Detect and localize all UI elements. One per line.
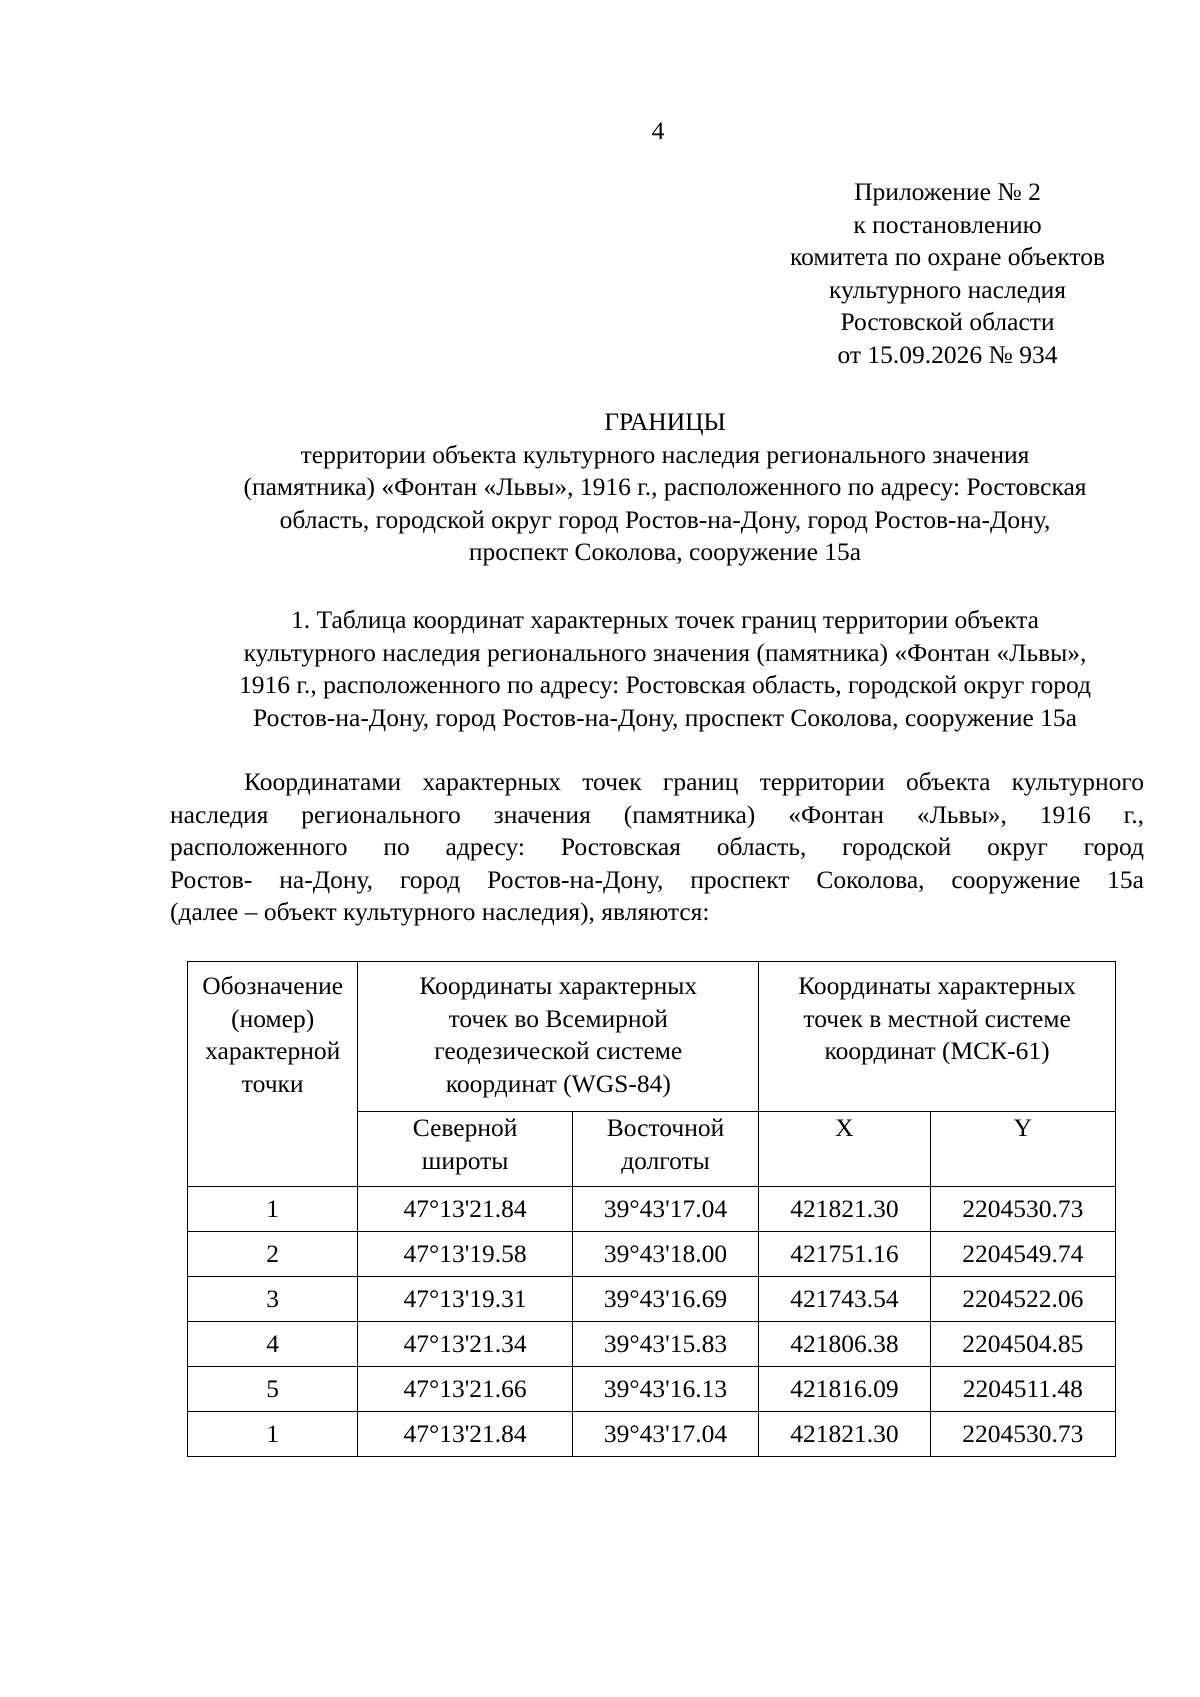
header-y: Y	[930, 1112, 1115, 1187]
appendix-line: к постановлению	[853, 209, 1042, 239]
table-row	[188, 1322, 1116, 1367]
latitude-cell: 47°13'21.66	[358, 1367, 572, 1412]
header-latitude-line: широты	[421, 1145, 509, 1175]
longitude-cell: 39°43'18.00	[572, 1232, 758, 1277]
intro-line: расположенного по адресу: Ростовская область, городской округ город	[170, 832, 1144, 861]
intro-line: Координатами характерных точек границ территории объекта культурного	[244, 767, 1144, 796]
table-row	[188, 1187, 1116, 1232]
y-cell: 2204504.85	[930, 1322, 1115, 1367]
document-title	[160, 406, 1170, 569]
appendix-line: Приложение № 2	[854, 177, 1041, 206]
header-designation-line: точки	[241, 1068, 304, 1098]
header-msk	[759, 962, 1116, 1112]
header-wgs-line: геодезической системе	[434, 1036, 683, 1065]
latitude-cell: 47°13'21.84	[358, 1412, 572, 1457]
header-designation	[188, 962, 358, 1187]
y-cell: 2204530.73	[930, 1412, 1115, 1457]
intro-line: Ростов- на-Дону, город Ростов-на-Дону, проспект Соколова, сооружение 15а	[170, 864, 1144, 894]
point-number-cell: 1	[188, 1187, 358, 1232]
title-line: область, городской округ город Ростов-на-Дону, город Ростов-на-Дону,	[279, 504, 1051, 534]
header-wgs-line: координат (WGS-84)	[445, 1068, 671, 1098]
header-longitude	[572, 1112, 758, 1187]
longitude-cell: 39°43'15.83	[572, 1322, 758, 1367]
y-cell: 2204549.74	[930, 1232, 1115, 1277]
header-x: X	[759, 1112, 930, 1187]
table-row	[188, 1367, 1116, 1412]
point-number-cell: 5	[188, 1367, 358, 1412]
y-cell: 2204511.48	[930, 1367, 1115, 1412]
longitude-cell: 39°43'17.04	[572, 1187, 758, 1232]
header-msk-line: точек в местной системе	[803, 1003, 1071, 1033]
title-line: проспект Соколова, сооружение 15а	[468, 537, 862, 566]
header-designation-line: характерной	[205, 1036, 341, 1065]
longitude-cell: 39°43'17.04	[572, 1412, 758, 1457]
point-number-cell: 2	[188, 1232, 358, 1277]
appendix-line: от 15.09.2026 № 934	[837, 339, 1058, 369]
section-line: культурного наследия регионального значения (памятника) «Фонтан «Львы»,	[243, 637, 1087, 667]
header-wgs	[358, 962, 759, 1112]
intro-line: (далее – объект культурного наследия), являются:	[170, 897, 710, 926]
point-number-cell: 3	[188, 1277, 358, 1322]
y-cell: 2204522.06	[930, 1277, 1115, 1322]
header-designation-line: Обозначение	[202, 971, 344, 1000]
intro-paragraph	[170, 766, 1144, 929]
header-wgs-line: точек во Всемирной	[448, 1003, 668, 1033]
header-latitude-line: Северной	[412, 1113, 518, 1142]
point-number-cell: 4	[188, 1322, 358, 1367]
table-row	[188, 1412, 1116, 1457]
point-number-cell: 1	[188, 1412, 358, 1457]
section-line: 1916 г., расположенного по адресу: Ростовская область, городской округ город	[239, 670, 1091, 699]
table-row	[188, 1232, 1116, 1277]
appendix-line: комитета по охране объектов	[789, 242, 1106, 271]
header-wgs-line: Координаты характерных	[419, 971, 698, 1000]
header-longitude-line: долготы	[621, 1145, 710, 1175]
latitude-cell: 47°13'19.58	[358, 1232, 572, 1277]
coordinates-table	[187, 961, 1116, 1457]
page-number: 4	[651, 116, 665, 145]
x-cell: 421743.54	[759, 1277, 930, 1322]
section-line: 1. Таблица координат характерных точек границ территории объекта	[291, 605, 1039, 634]
longitude-cell: 39°43'16.69	[572, 1277, 758, 1322]
intro-line: наследия регионального значения (памятника) «Фонтан «Львы», 1916 г.,	[170, 799, 1144, 829]
longitude-cell: 39°43'16.13	[572, 1367, 758, 1412]
header-msk-line: координат (МСК-61)	[824, 1036, 1050, 1065]
y-cell: 2204530.73	[930, 1187, 1115, 1232]
x-cell: 421751.16	[759, 1232, 930, 1277]
latitude-cell: 47°13'21.34	[358, 1322, 572, 1367]
x-cell: 421816.09	[759, 1367, 930, 1412]
appendix-block	[740, 176, 1155, 371]
header-designation-line: (номер)	[231, 1003, 315, 1033]
appendix-line: культурного наследия	[828, 274, 1067, 304]
header-msk-line: Координаты характерных	[798, 971, 1077, 1000]
title-line: (памятника) «Фонтан «Львы», 1916 г., расположенного по адресу: Ростовская	[243, 472, 1087, 501]
title-line: территории объекта культурного наследия регионального значения	[300, 439, 1030, 469]
x-cell: 421821.30	[759, 1187, 930, 1232]
latitude-cell: 47°13'21.84	[358, 1187, 572, 1232]
section-line: Ростов-на-Дону, город Ростов-на-Дону, проспект Соколова, сооружение 15а	[253, 702, 1077, 732]
x-cell: 421821.30	[759, 1412, 930, 1457]
header-latitude	[358, 1112, 572, 1187]
header-longitude-line: Восточной	[606, 1113, 725, 1142]
x-cell: 421806.38	[759, 1322, 930, 1367]
title-heading: ГРАНИЦЫ	[604, 407, 726, 436]
title-subheading	[160, 439, 1170, 569]
appendix-line: Ростовской области	[840, 307, 1055, 336]
table-row	[188, 1277, 1116, 1322]
section-title	[160, 604, 1170, 734]
latitude-cell: 47°13'19.31	[358, 1277, 572, 1322]
